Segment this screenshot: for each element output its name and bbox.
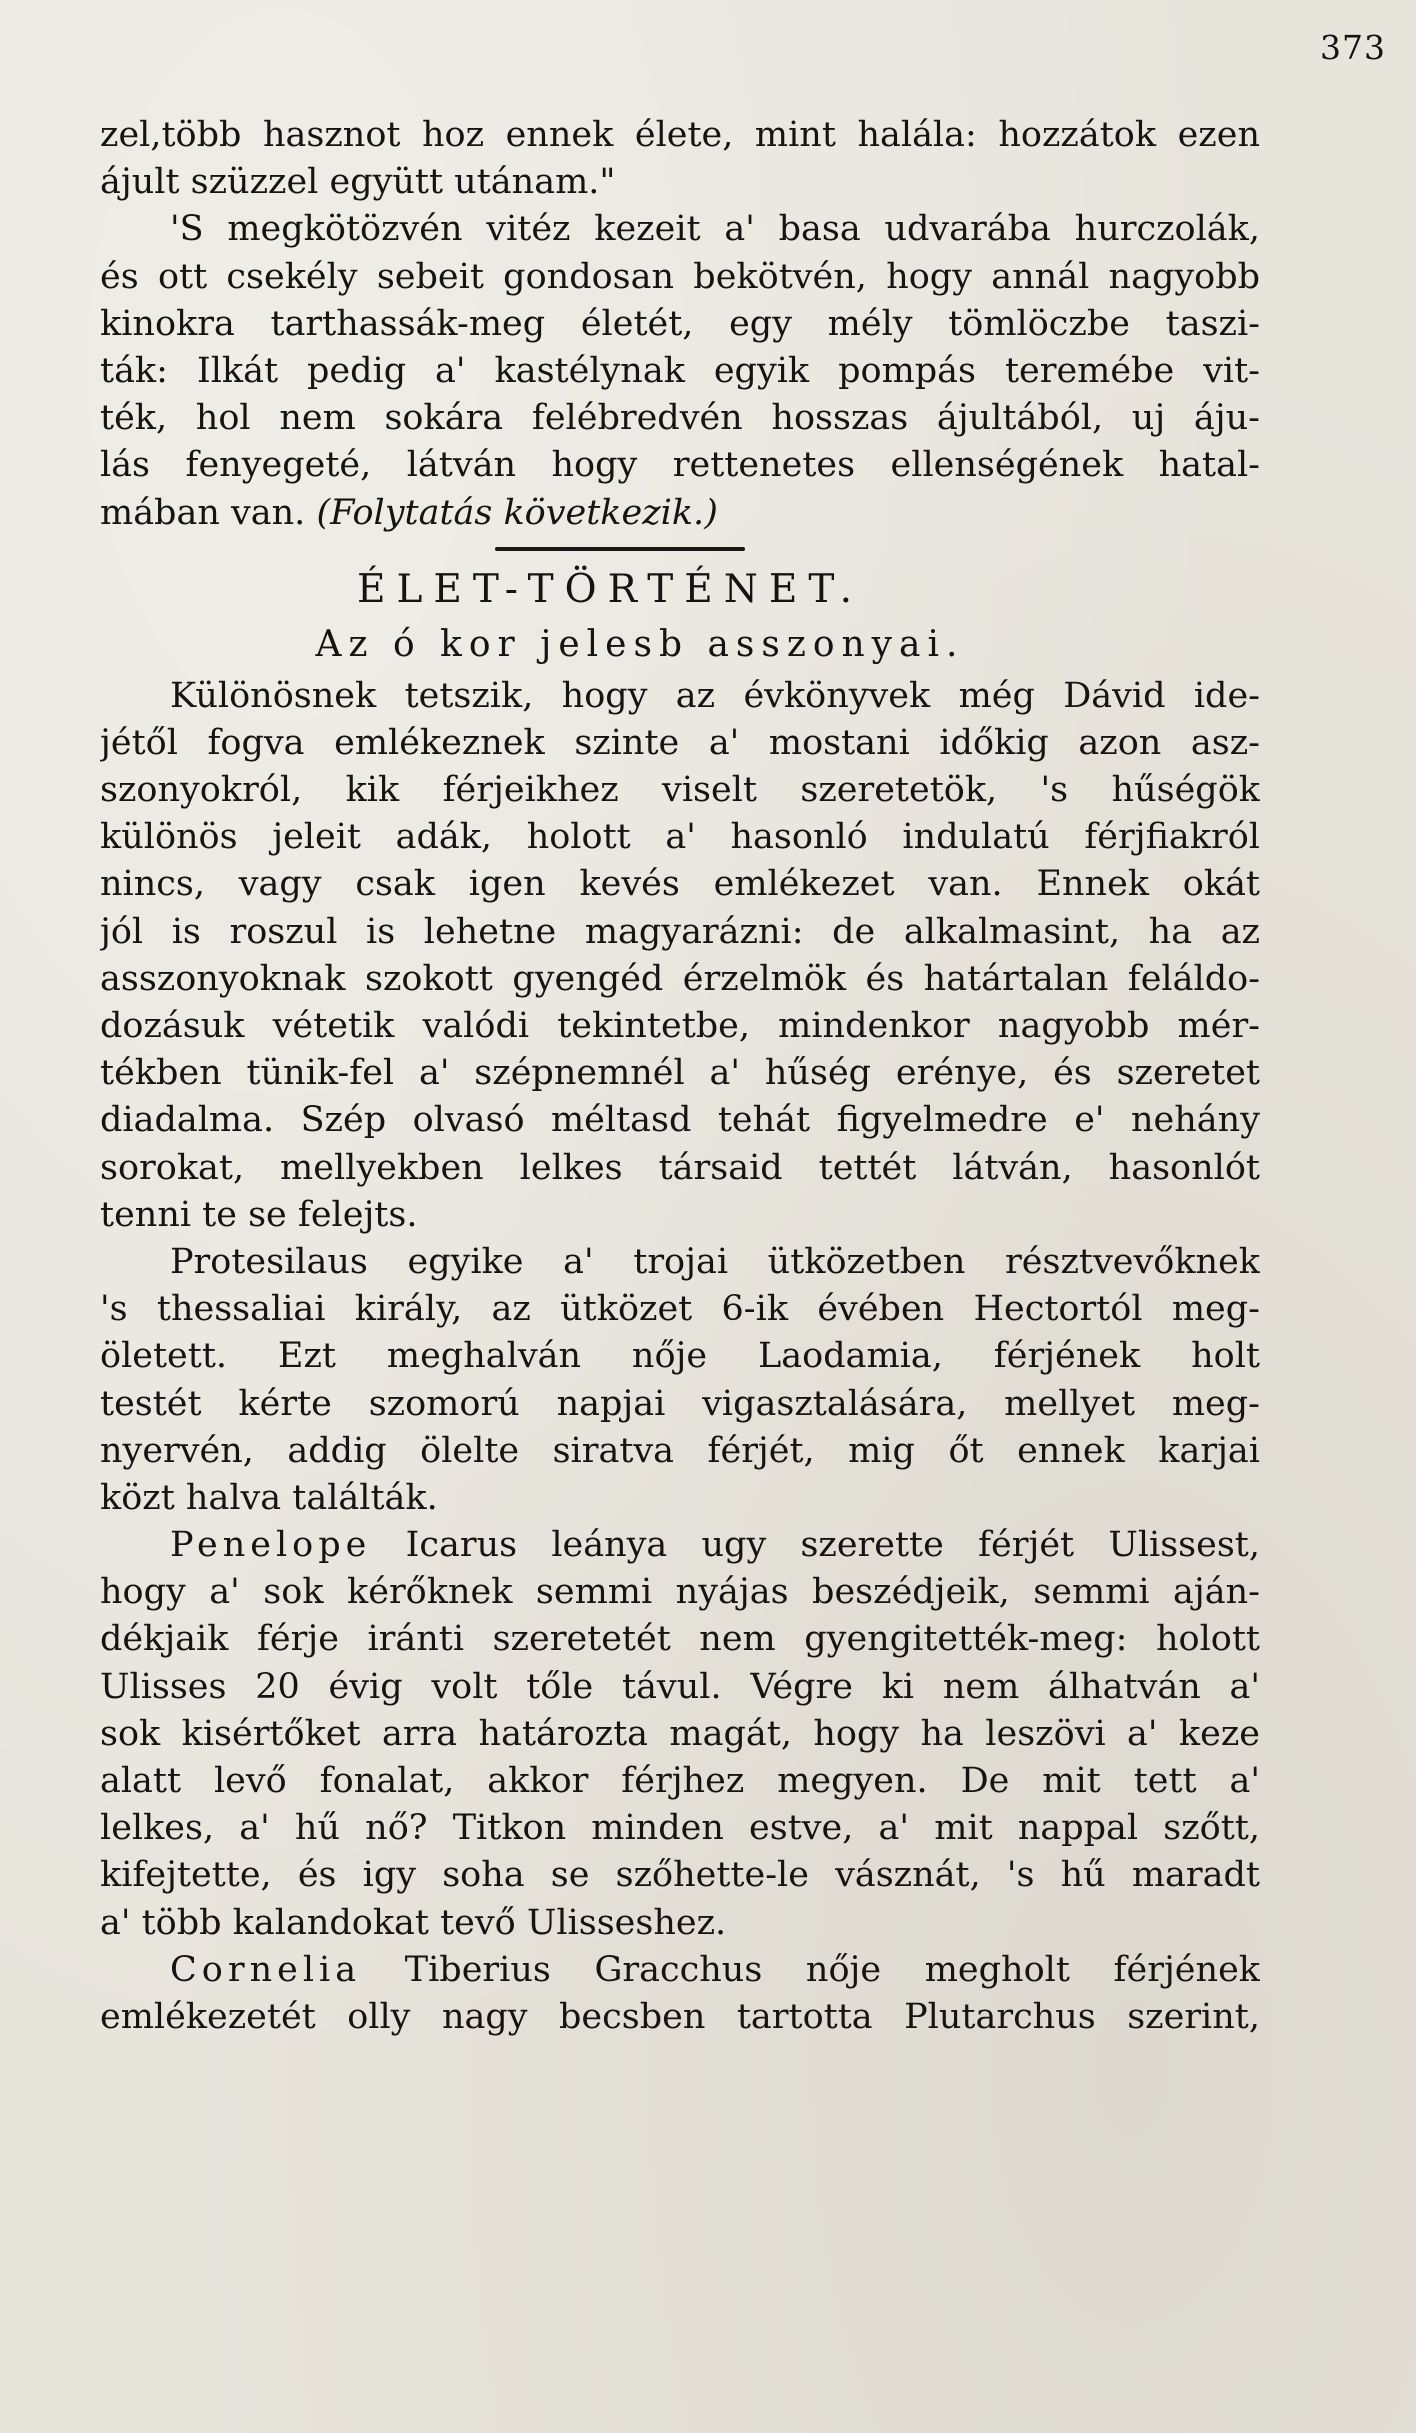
text-line: kinokra tarthassák-meg életét, egy mély tömlöczbe taszi- [100,303,1260,344]
text-line: alatt levő fonalat, akkor férjhez megyen. De mit tett a' [100,1761,1260,1801]
text-line [100,1522,1260,1569]
text-line: ték, hol nem sokára felébredvén hosszas ájultából, uj áju- [100,398,1260,439]
continuation-note: (Folytatás következik.) [316,492,718,533]
text-line [100,1947,1260,1994]
text-line: és ott csekély sebeit gondosan bekötvén, hogy annál nagyobb [100,256,1260,297]
page-number: 373 [1320,28,1386,67]
text-line-rest: Tiberius Gracchus nője megholt férjének [404,1949,1260,1990]
text-line: dozásuk vétetik valódi tekintetbe, mindenkor nagyobb mér- [100,1006,1260,1046]
text-line: sok kisértőket arra határozta magát, hogy ha leszövi a' keze [100,1713,1260,1754]
text-line: 'S megkötözvén vitéz kezeit a' basa udvarába hurczolák, [170,209,1260,250]
text-line-start: mában van. [100,492,306,533]
text-line: asszonyoknak szokott gyengéd érzelmök és határtalan feláldo- [100,958,1260,999]
text-line: lelkes, a' hű nő? Titkon minden estve, a' mit nappal szőtt, [100,1808,1260,1849]
text-line: dékjaik férje iránti szeretetét nem gyengitették-meg: holott [100,1619,1260,1660]
text-line-rest: Icarus leánya ugy szerette férjét Ulissest, [405,1525,1260,1566]
text-line: különös jeleit adák, holott a' hasonló indulatú férjfiakról [100,817,1260,858]
text-line: jétől fogva emlékeznek szinte a' mostani időkig azon asz- [100,722,1260,763]
text-line: Különösnek tetszik, hogy az évkönyvek még Dávid ide- [170,675,1260,716]
article-subtitle: Az ó kor jelesb asszonyai. [315,623,965,665]
text-line: kifejtette, és igy soha se szőhette-le vásznát, 's hű maradt [100,1855,1260,1896]
text-line: nincs, vagy csak igen kevés emlékezet van. Ennek okát [100,864,1260,905]
text-line: hogy a' sok kérőknek semmi nyájas beszédjeik, semmi aján- [100,1572,1260,1613]
text-line: ájult szüzzel együtt utánam." [100,162,616,203]
page-text [100,112,1260,2041]
person-name: Penelope [170,1525,372,1566]
person-name: Cornelia [170,1949,362,1990]
text-line: testét kérte szomorú napjai vigasztalására, mellyet meg- [100,1383,1260,1424]
text-line: a' több kalandokat tevő Ulisseshez. [100,1902,727,1943]
section-divider [495,547,745,551]
text-line: zel,több hasznot hoz ennek élete, mint halála: hozzátok ezen [100,115,1260,155]
text-line: öletett. Ezt meghalván nője Laodamia, férjének holt [100,1336,1260,1377]
text-line: jól is roszul is lehetne magyarázni: de alkalmasint, ha az [100,911,1260,952]
text-line: lás fenyegeté, látván hogy rettenetes ellenségének hatal- [100,445,1260,486]
text-line: 's thessaliai király, az ütközet 6-ik évében Hectortól meg- [100,1289,1260,1330]
text-line: tenni te se felejts. [100,1194,418,1235]
text-line: Protesilaus egyike a' trojai ütközetben résztvevőknek [170,1241,1260,1282]
text-line: nyervén, addig ölelte siratva férjét, mig őt ennek karjai [100,1430,1260,1471]
text-line: szonyokról, kik férjeikhez viselt szeretetök, 's hűségök [100,770,1260,811]
text-line [100,490,1260,537]
text-line: ták: Ilkát pedig a' kastélynak egyik pompás teremébe vit- [100,350,1260,391]
text-line: Ulisses 20 évig volt tőle távul. Végre ki nem álhatván a' [100,1666,1260,1707]
text-line: emlékezetét olly nagy becsben tartotta Plutarchus szerint, [100,1996,1260,2037]
text-line: tékben tünik-fel a' szépnemnél a' hűség erénye, és szeretet [100,1053,1260,1094]
text-line: sorokat, mellyekben lelkes társaid tettét látván, hasonlót [100,1147,1260,1188]
text-line: diadalma. Szép olvasó méltasd tehát figyelmedre e' nehány [100,1100,1260,1141]
text-line: közt halva találták. [100,1477,438,1518]
article-title: ÉLET-TÖRTÉNET. [356,566,864,612]
